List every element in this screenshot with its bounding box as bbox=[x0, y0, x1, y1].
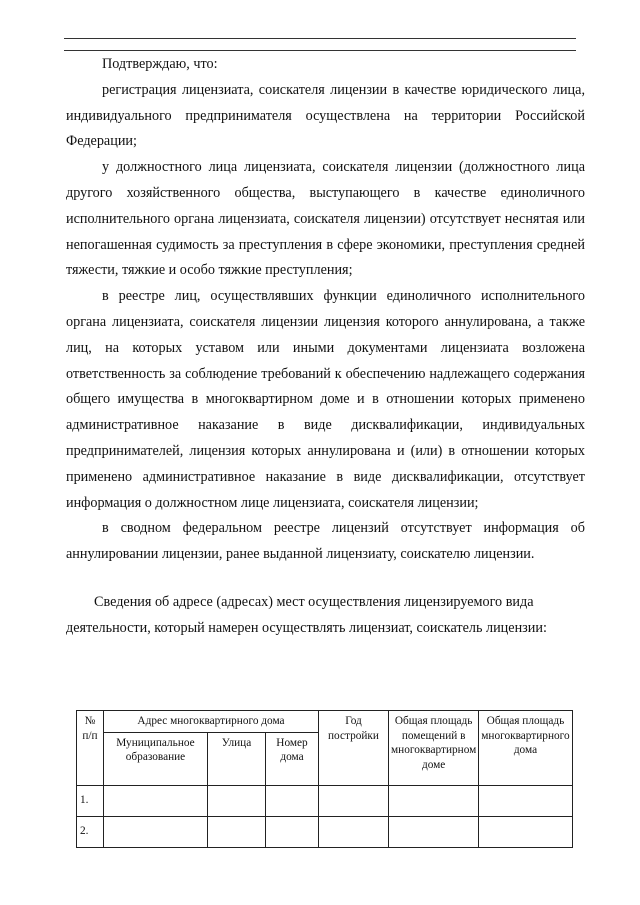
cell-street bbox=[208, 785, 266, 816]
paragraph-criminal-record: у должностного лица лицензиата, соискателя лицензии (должностного лица другого хозяйственного общества, выступающего в качестве единоличного исполнительного органа лицензиата, соискателя лицензии) отсутствует неснятая или непогашенная судимость за преступления в сфере экономики, преступления средней тяжести, тяжкие и особо тяжкие преступления; bbox=[66, 159, 585, 279]
table-row bbox=[77, 816, 573, 847]
row-index: 1. bbox=[77, 785, 104, 816]
paragraph-disqualification-registry: в реестре лиц, осуществлявших функции единоличного исполнительного органа лицензиата, соискателя лицензии лицензия которого аннулирована, а также лиц, на которых уставом или иными документами лицензиата возложена ответственность за соблюдение требований к обеспечению надлежащего содержания общего имущества в многоквартирном доме и в отношении которых применено административное наказание в виде дисквалификации, индивидуальных предпринимателей, лицензия которых аннулирована и (или) в отношении которых применено административное наказание в виде дисквалификации, отсутствует информация о должностном лице лицензиата, соискателя лицензии; bbox=[66, 288, 585, 511]
cell-municipality bbox=[104, 816, 208, 847]
header-house-number: Номер дома bbox=[266, 732, 319, 785]
header-address: Адрес многоквартирного дома bbox=[104, 711, 319, 733]
cell-building-area bbox=[479, 785, 572, 816]
cell-house-number bbox=[266, 816, 319, 847]
table-header-row bbox=[77, 711, 573, 733]
cell-year-built bbox=[319, 816, 389, 847]
cell-premises-area bbox=[389, 785, 479, 816]
paragraph-registration: регистрация лицензиата, соискателя лицензии в качестве юридического лица, индивидуального предпринимателя осуществлена на территории Российской Федерации; bbox=[66, 81, 585, 150]
row-index: 2. bbox=[77, 816, 104, 847]
header-street: Улица bbox=[208, 732, 266, 785]
address-table bbox=[76, 710, 573, 848]
table-row bbox=[77, 785, 573, 816]
cell-street bbox=[208, 816, 266, 847]
header-number: № п/п bbox=[77, 711, 104, 786]
confirmation-intro: Подтверждаю, что: bbox=[102, 56, 218, 72]
cell-premises-area bbox=[389, 816, 479, 847]
header-rule-bottom bbox=[64, 50, 576, 51]
document-body bbox=[66, 52, 585, 642]
header-premises-area: Общая площадь помещений в многоквартирном доме bbox=[389, 711, 479, 786]
cell-building-area bbox=[479, 816, 572, 847]
header-year-built: Год постройки bbox=[319, 711, 389, 786]
header-building-area: Общая площадь многоквартирного дома bbox=[479, 711, 572, 786]
cell-year-built bbox=[319, 785, 389, 816]
cell-house-number bbox=[266, 785, 319, 816]
header-rule-top bbox=[64, 38, 576, 39]
header-municipality: Муниципальное образование bbox=[104, 732, 208, 785]
address-heading: Сведения об адресе (адресах) мест осуществления лицензируемого вида деятельности, который намерен осуществлять лицензиат, соискатель лицензии: bbox=[66, 593, 547, 636]
cell-municipality bbox=[104, 785, 208, 816]
paragraph-license-registry: в сводном федеральном реестре лицензий отсутствует информация об аннулировании лицензии, ранее выданной лицензиату, соискателю лицензии. bbox=[66, 520, 585, 563]
